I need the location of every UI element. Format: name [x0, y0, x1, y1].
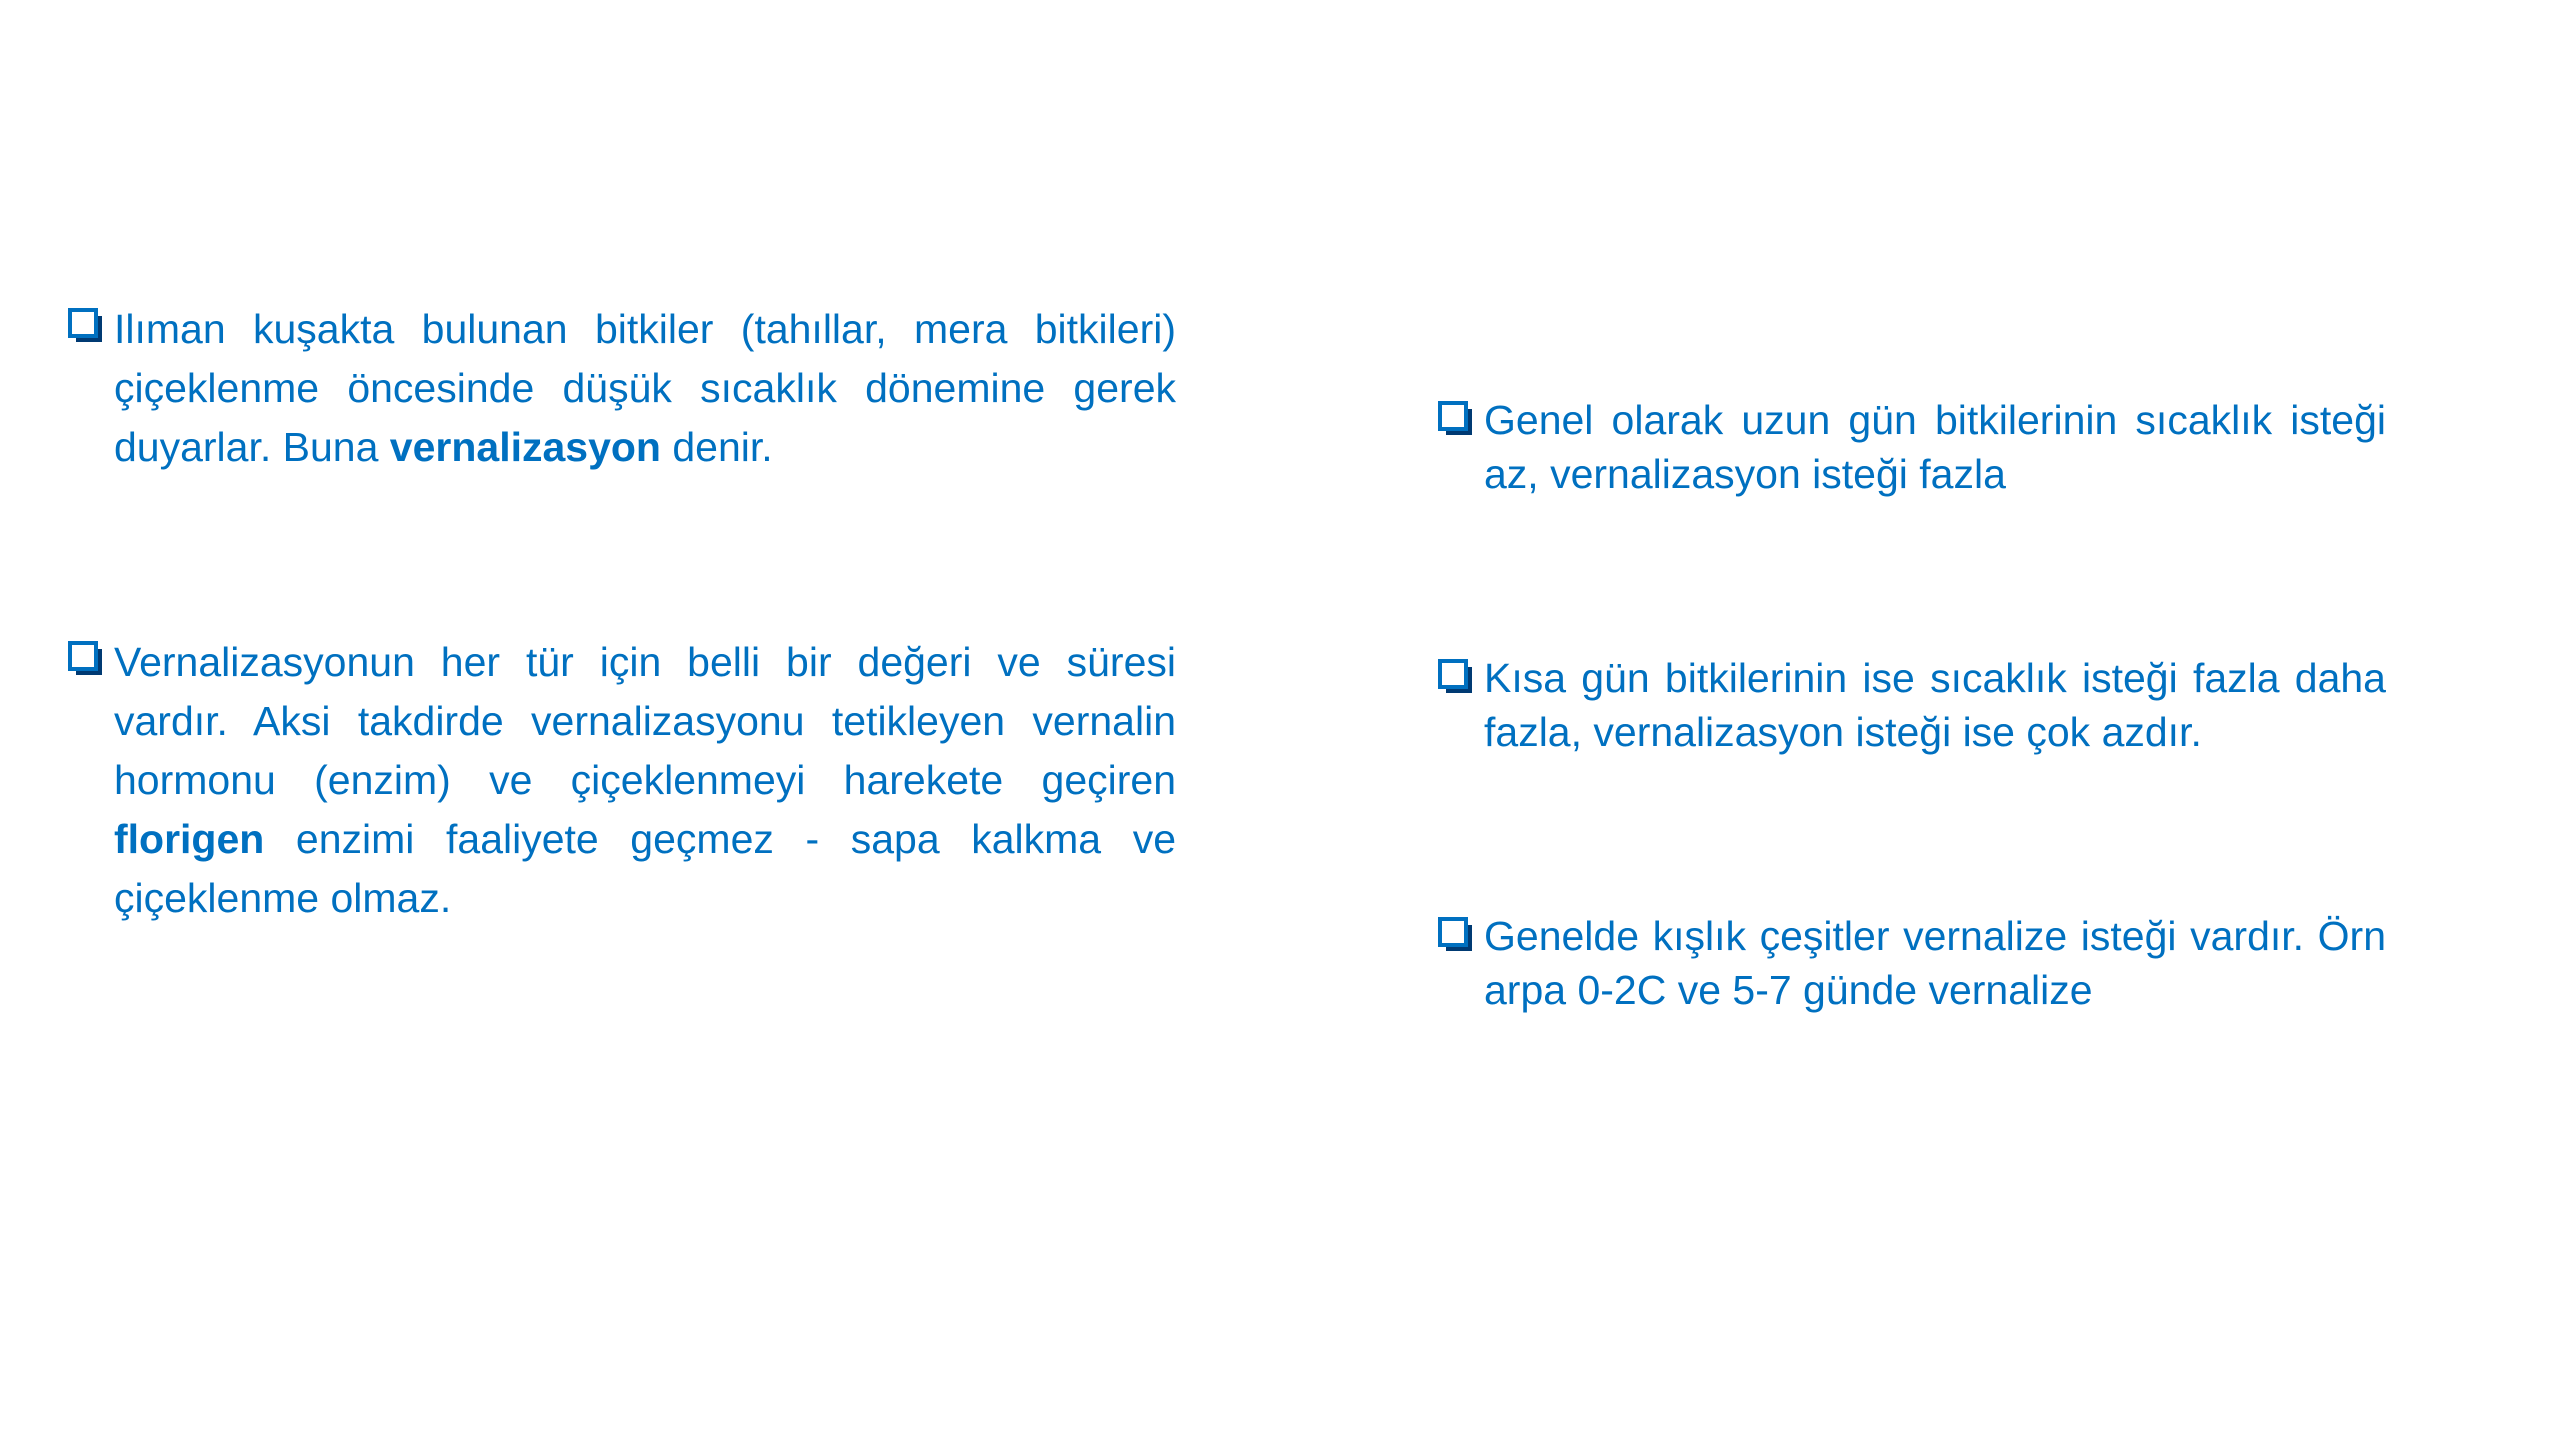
bullet-vernalization-definition [66, 300, 1176, 477]
bullet-winter-varieties [1436, 909, 2386, 1017]
bullet-text: Ilıman kuşakta bulunan bitkiler (tahıllar, mera bitkileri) çiçeklenme öncesinde düşük sıcaklık dönemine gerek duyarlar. Buna vernalizasyon denir. [114, 306, 1176, 470]
checkbox-icon [66, 639, 106, 679]
checkbox-icon [1436, 399, 1476, 439]
checkbox-icon [1436, 657, 1476, 697]
keyword-florigen: florigen [114, 816, 265, 862]
bullet-long-day-plants [1436, 393, 2386, 501]
bullet-text: Kısa gün bitkilerinin ise sıcaklık isteği fazla daha fazla, vernalizasyon isteği ise çok azdır. [1484, 655, 2386, 755]
bullet-text: Genelde kışlık çeşitler vernalize isteği vardır. Örn arpa 0-2C ve 5-7 günde vernalize [1484, 913, 2386, 1013]
bullet-short-day-plants [1436, 651, 2386, 759]
bullet-vernalization-duration [66, 633, 1176, 928]
checkbox-icon [1436, 915, 1476, 955]
bullet-text: Vernalizasyonun her tür için belli bir değeri ve süresi vardır. Aksi takdirde vernalizasyonu tetikleyen vernalin hormonu (enzim) ve çiçeklenmeyi harekete geçiren florigen enzimi faaliyete geçmez - sapa kalkma ve çiçeklenme olmaz. [114, 639, 1176, 921]
checkbox-icon [66, 306, 106, 346]
keyword-vernalizasyon: vernalizasyon [389, 424, 661, 470]
bullet-text: Genel olarak uzun gün bitkilerinin sıcaklık isteği az, vernalizasyon isteği fazla [1484, 397, 2386, 497]
